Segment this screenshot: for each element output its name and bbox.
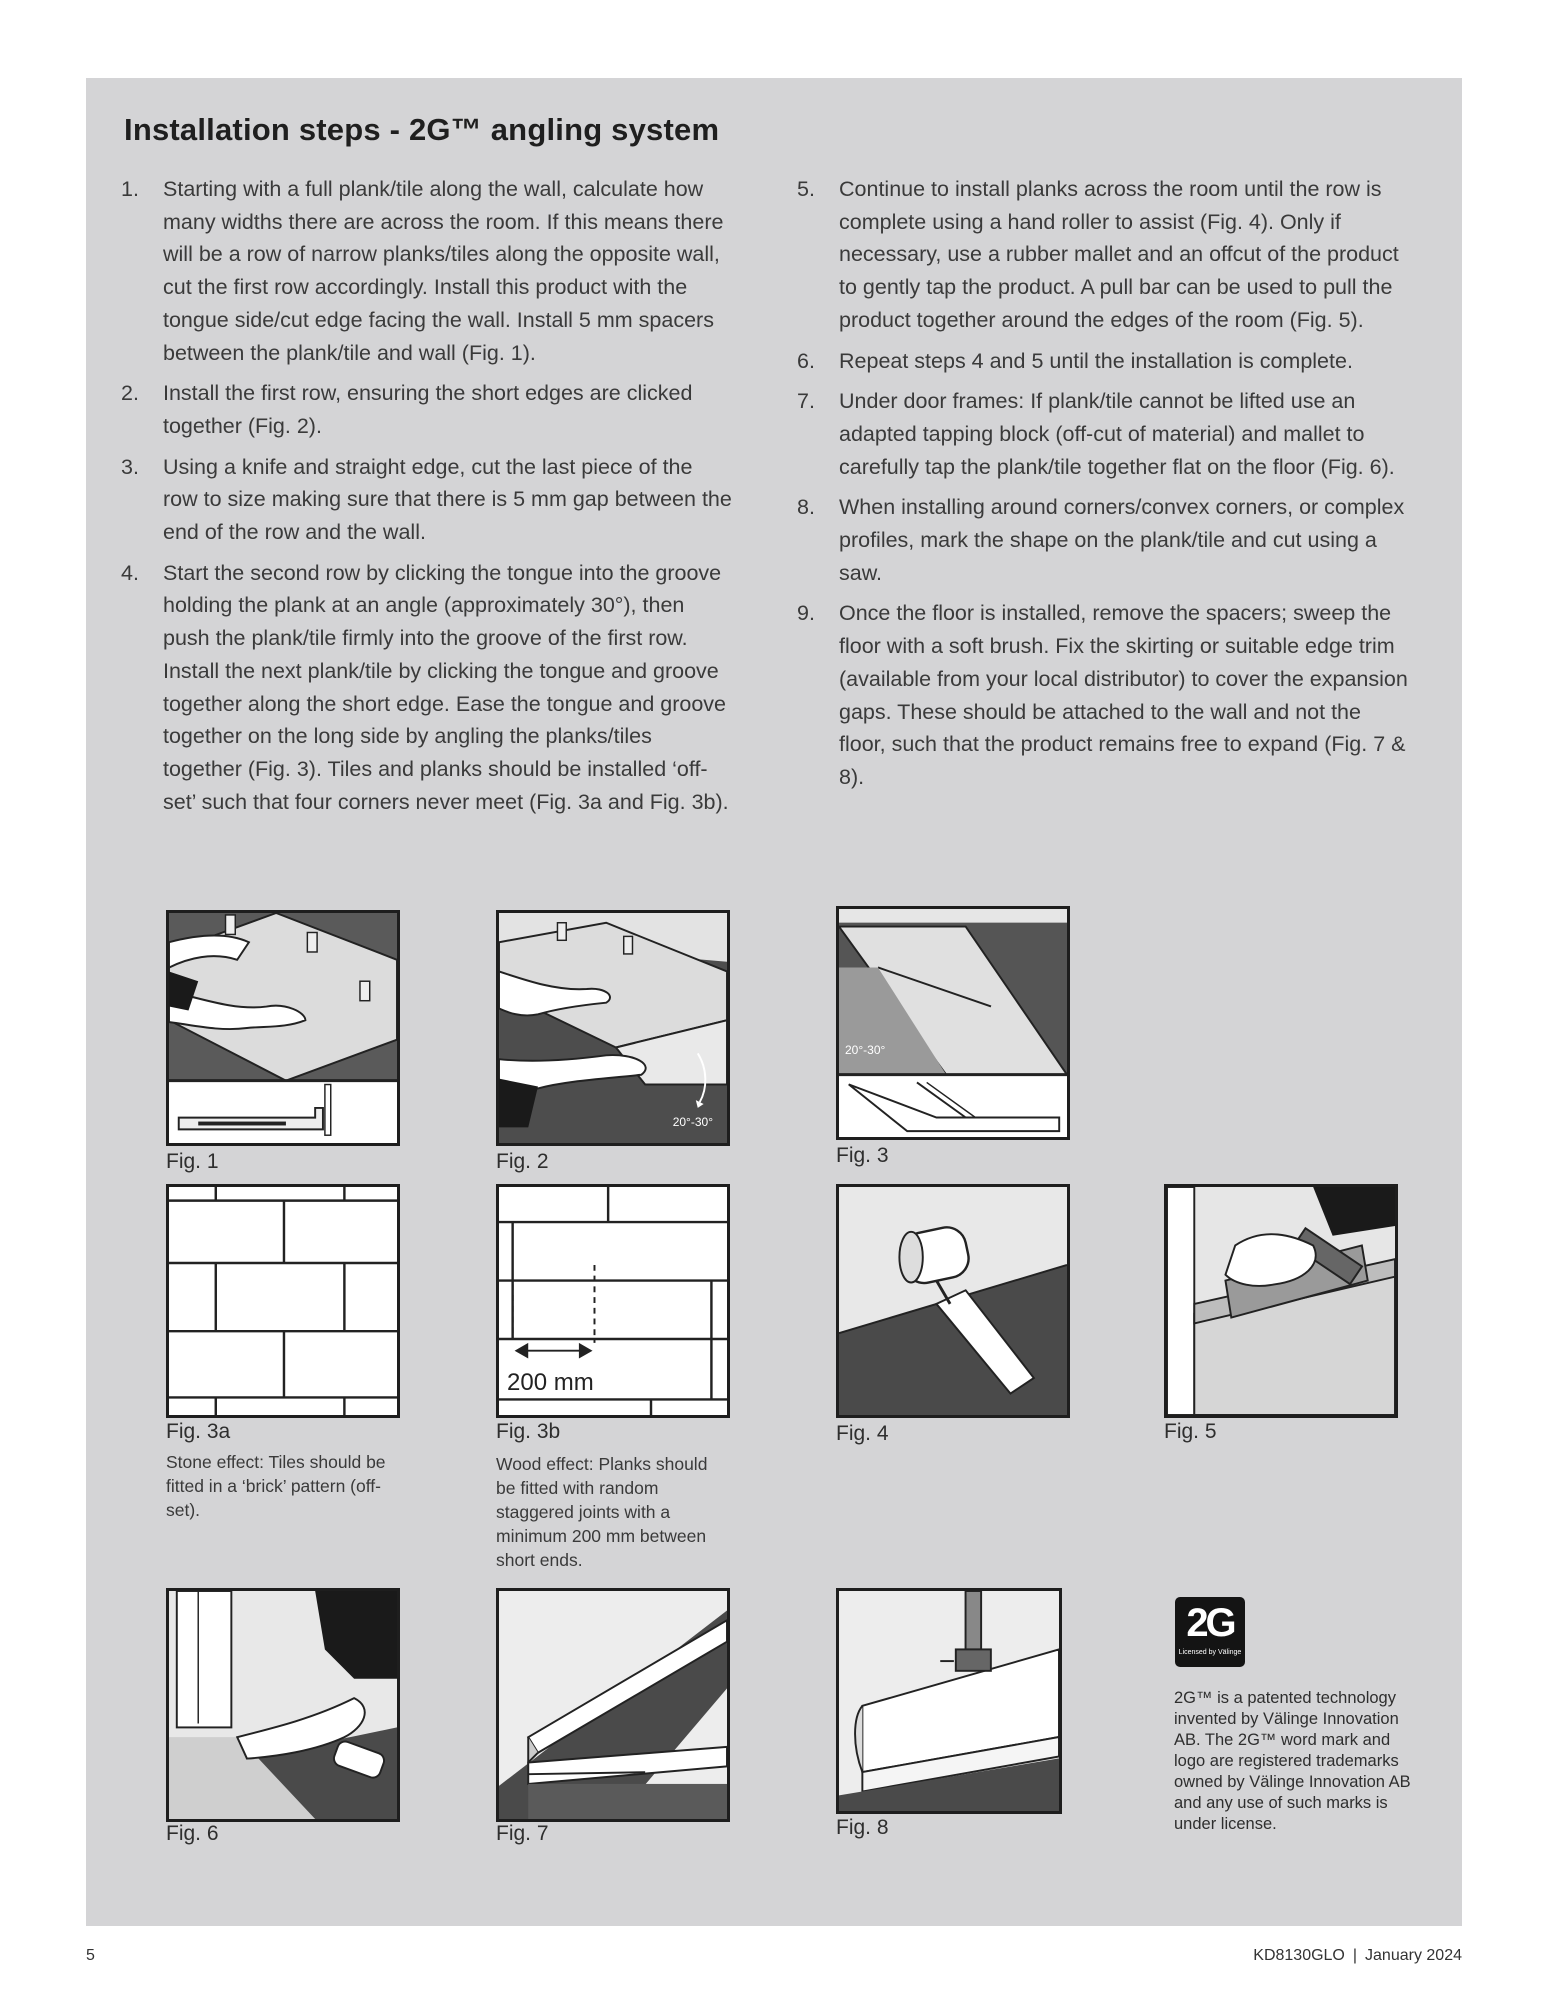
fig1-illustration [166,910,400,1146]
fig7-caption: Fig. 7 [496,1822,549,1845]
2g-logo [1175,1597,1245,1667]
doc-code: KD8130GLO [1253,1947,1345,1964]
fig4-illustration [836,1184,1070,1418]
fig3a-note: Stone effect: Tiles should be fitted in a ‘brick’ pattern (off-set). [166,1452,386,1520]
fig3a-illustration [166,1184,400,1418]
step-text: Repeat steps 4 and 5 until the installation is complete. [839,348,1353,373]
fig3-illustration [836,906,1070,1140]
fig7-illustration [496,1588,730,1822]
step-number: 2. [121,381,139,406]
step-item [121,557,733,819]
step-item [121,377,733,442]
step-text: Under door frames: If plank/tile cannot be lifted use an adapted tapping block (off-cut of material) and mallet to carefully tap the plank/tile together flat on the floor (Fig. 6). [839,389,1395,479]
step-number: 9. [797,601,815,626]
fig6-caption: Fig. 6 [166,1822,219,1845]
fig3b-note: Wood effect: Planks should be fitted with random staggered joints with a minimum 200 mm between short ends. [496,1454,708,1570]
step-text: Once the floor is installed, remove the spacers; sweep the floor with a soft brush. Fix the skirting or suitable edge trim (available from your local distributor) to cover the expansion gaps. These should be attached to the wall and not the floor, such that the product remains free to expand (Fig. 7 & 8). [839,601,1408,789]
step-item [797,597,1409,793]
2g-logo-subtext: Licensed by Välinge [1178,1649,1242,1656]
step-item [121,451,733,549]
step-item [797,385,1409,483]
fig3b-measure-label: 200 mm [507,1369,594,1396]
step-number: 8. [797,495,815,520]
footer-separator: | [1352,1947,1358,1964]
step-text: Using a knife and straight edge, cut the last piece of the row to size making sure that there is 5 mm gap between the end of the row and the wall. [163,454,732,545]
step-number: 6. [797,348,815,373]
fig6-illustration [166,1588,400,1822]
fig5-illustration [1164,1184,1398,1418]
footer-meta [1253,1947,1462,1965]
fig1-caption: Fig. 1 [166,1150,219,1173]
trademark-note: 2G™ is a patented technology invented by Välinge Innovation AB. The 2G™ word mark and logo are registered trademarks owned by Välinge Innovation AB and any use of such marks is under license. [1174,1689,1411,1833]
fig3a-caption: Fig. 3a [166,1420,231,1443]
step-number: 3. [121,454,139,479]
steps-list-left [121,173,733,826]
step-text: Install the first row, ensuring the short edges are clicked together (Fig. 2). [163,381,693,438]
step-text: Starting with a full plank/tile along the wall, calculate how many widths there are across the room. If this means there will be a row of narrow planks/tiles along the opposite wall, cut the first row accordingly. Install this product with the tongue side/cut edge facing the wall. Install 5 mm spacers between the plank/tile and wall (Fig. 1). [163,177,724,365]
step-item [797,491,1409,589]
step-text: When installing around corners/convex corners, or complex profiles, mark the shape on the plank/tile and cut using a saw. [839,495,1405,585]
page-number: 5 [86,1947,95,1964]
page-title: Installation steps - 2G™ angling system [124,112,720,147]
fig8-illustration [836,1588,1062,1814]
fig2-caption: Fig. 2 [496,1150,549,1173]
fig4-caption: Fig. 4 [836,1422,889,1445]
fig3b-illustration [496,1184,730,1418]
fig2-angle-label: 20°-30° [672,1115,713,1129]
step-item [121,173,733,369]
fig3-caption: Fig. 3 [836,1144,889,1167]
step-text: Continue to install planks across the room until the row is complete using a hand roller to assist (Fig. 4). Only if necessary, use a rubber mallet and an offcut of the product to gently tap the product. A pull bar can be used to pull the product together around the edges of the room (Fig. 5). [839,177,1399,332]
fig8-caption: Fig. 8 [836,1816,889,1839]
step-number: 1. [121,177,139,201]
fig3b-caption: Fig. 3b [496,1420,561,1443]
fig3-angle-label: 20°-30° [845,1043,886,1057]
doc-date: January 2024 [1365,1947,1462,1964]
step-number: 5. [797,177,815,201]
step-number: 4. [121,560,139,585]
step-item [797,345,1409,378]
step-item [797,173,1409,337]
fig5-caption: Fig. 5 [1164,1420,1217,1443]
2g-logo-text: 2G [1186,1601,1234,1645]
steps-list-right [797,173,1409,802]
fig2-illustration [496,910,730,1146]
step-number: 7. [797,389,815,414]
step-text: Start the second row by clicking the tongue into the groove holding the plank at an angle (approximately 30°), then push the plank/tile firmly into the groove of the first row. Install the next plank/tile by clicking the tongue and groove together along the short edge. Ease the tongue and groove together on the long side by angling the planks/tiles together (Fig. 3). Tiles and planks should be installed ‘off-set’ such that four corners never meet (Fig. 3a and Fig. 3b). [163,560,729,814]
